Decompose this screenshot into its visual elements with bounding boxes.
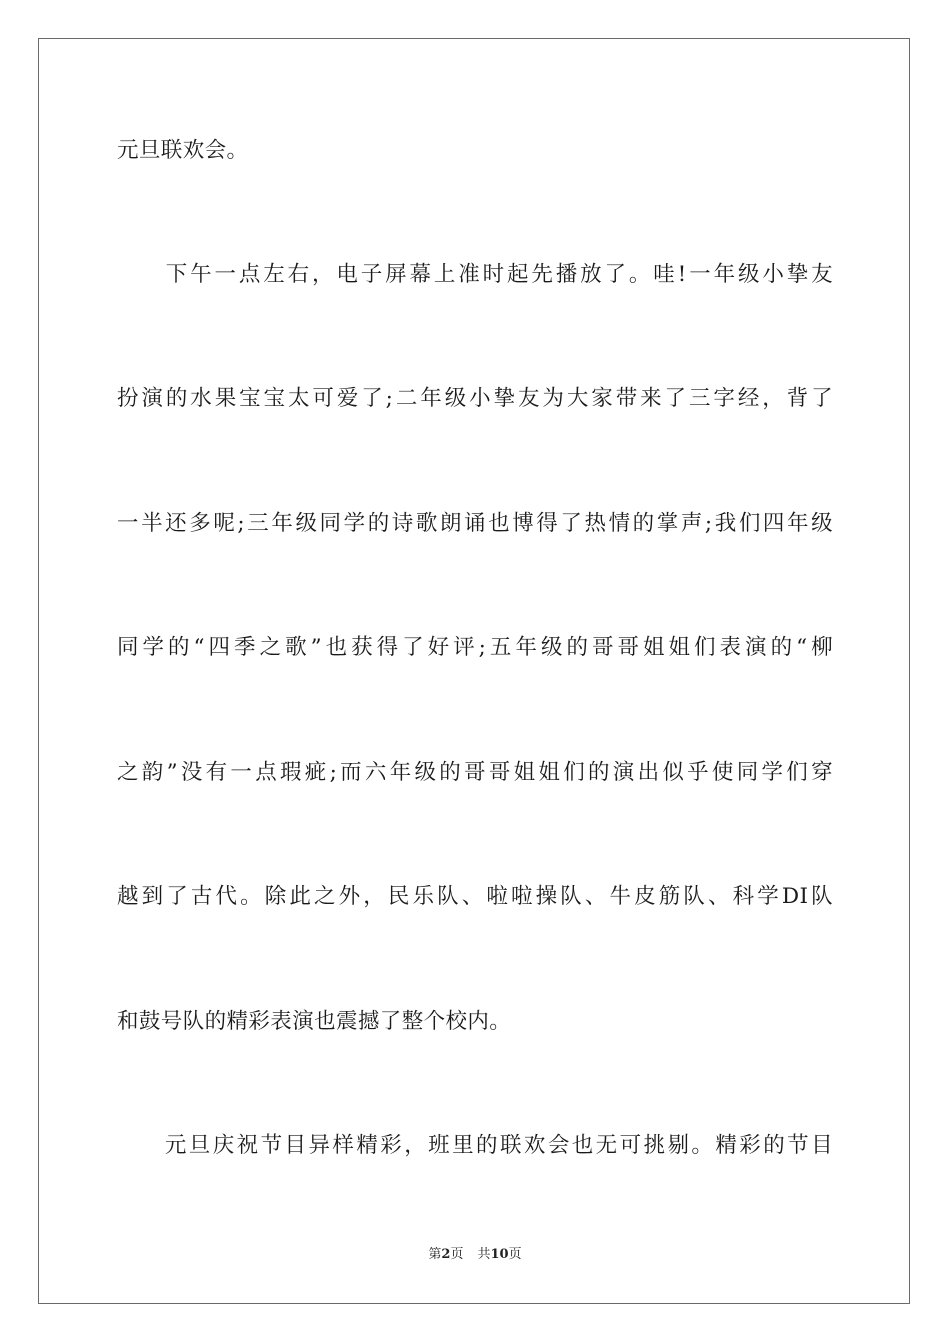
text-line-5: 同学的“四季之歌”也获得了好评;五年级的哥哥姐姐们表演的“柳 (117, 635, 833, 660)
total-pages: 10 (490, 1247, 509, 1262)
text-line-1: 元旦联欢会。 (117, 138, 249, 163)
text-line-7: 越到了古代。除此之外，民乐队、啦啦操队、牛皮筋队、科学DI队 (117, 884, 833, 909)
total-prefix: 共 (477, 1247, 491, 1262)
text-line-4: 一半还多呢;三年级同学的诗歌朗诵也博得了热情的掌声;我们四年级 (117, 511, 833, 536)
text-line-2: 下午一点左右，电子屏幕上准时起先播放了。哇!一年级小挚友 (117, 262, 833, 287)
text-line-9: 元旦庆祝节目异样精彩，班里的联欢会也无可挑剔。精彩的节目 (117, 1133, 833, 1158)
page-prefix: 第 (428, 1247, 442, 1262)
text-line-8: 和鼓号队的精彩表演也震撼了整个校内。 (117, 1009, 512, 1034)
text-line-3: 扮演的水果宝宝太可爱了;二年级小挚友为大家带来了三字经，背了 (117, 386, 833, 411)
page-suffix: 页 (450, 1247, 464, 1262)
page-footer (0, 1247, 950, 1263)
page-border (38, 38, 910, 1304)
page-number: 2 (441, 1247, 451, 1262)
total-suffix: 页 (508, 1247, 522, 1262)
text-line-6: 之韵”没有一点瑕疵;而六年级的哥哥姐姐们的演出似乎使同学们穿 (117, 760, 833, 785)
